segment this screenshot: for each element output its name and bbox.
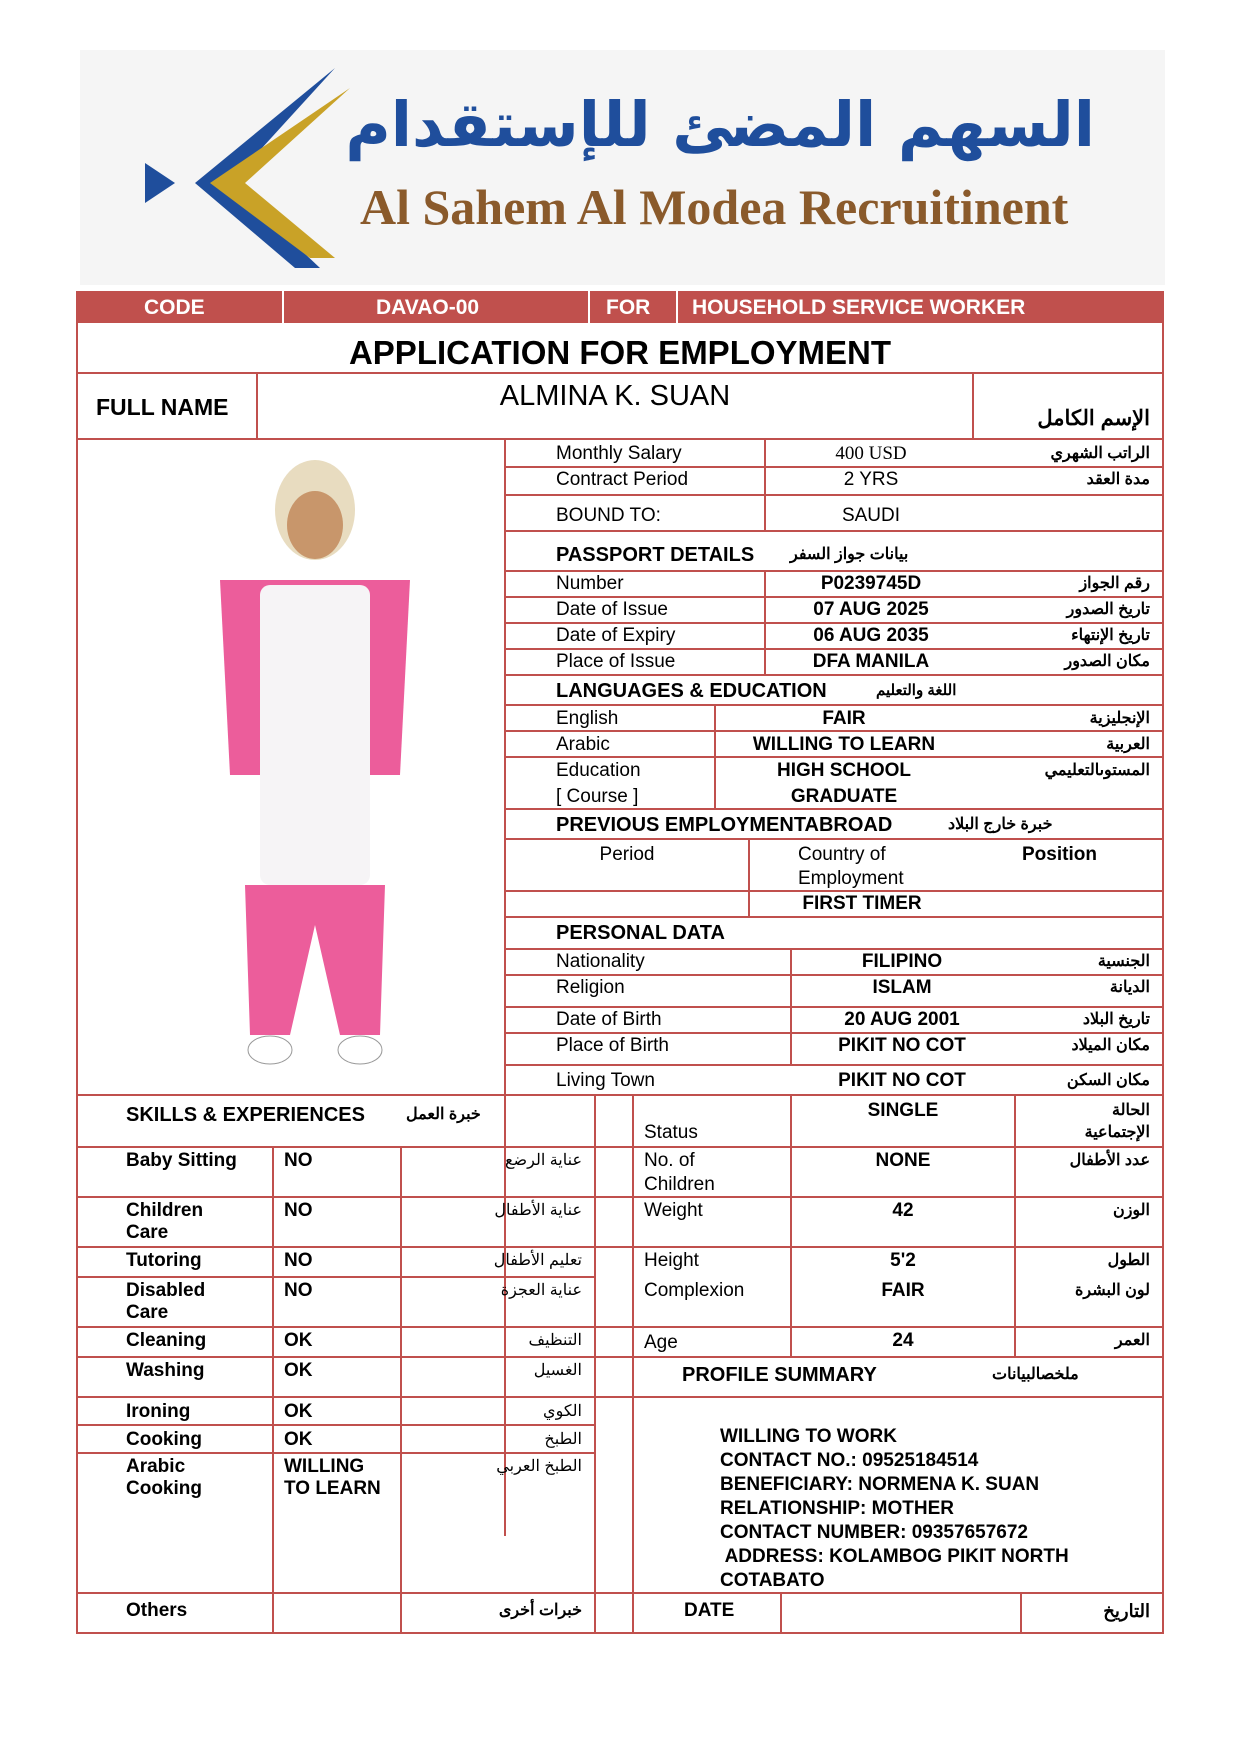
skill-arabic: عناية الرضع [505,1152,582,1169]
height-value: 5'2 [890,1250,916,1271]
skill-arabic: الطبخ [544,1431,582,1448]
skill-value: OK [284,1429,313,1450]
skill-arabic: الكوي [543,1403,582,1420]
skill-label: Washing [126,1360,205,1381]
skill-arabic: عناية الأطفال [494,1202,582,1219]
previous-heading: PREVIOUS EMPLOYMENTABROAD [556,814,893,836]
living-town-arabic: مكان السكن [1066,1072,1150,1089]
skill-label: Children Care [126,1200,204,1243]
issue-date-value: 07 AUG 2025 [813,599,929,620]
status-label: Status [644,1122,698,1143]
education-value-1: HIGH SCHOOL [776,760,912,781]
pob-arabic: مكان الميلاد [1071,1037,1150,1054]
english-label: English [556,708,619,729]
expiry-date-label: Date of Expiry [556,625,676,646]
profile-line: COTABATO [720,1570,825,1591]
issue-place-arabic: مكان الصدور [1064,653,1150,670]
profile-line: BENEFICIARY: NORMENA K. SUAN [720,1474,1040,1495]
english-value: FAIR [822,708,866,729]
weight-label: Weight [644,1200,703,1221]
skill-value: NO [284,1150,313,1171]
height-label: Height [644,1250,699,1271]
skill-label: Disabled Care [126,1280,206,1323]
period-label: Contract Period [556,469,689,490]
profile-line: ADDRESS: KOLAMBOG PIKIT NORTH [720,1546,1069,1567]
period-value: 2 YRS [843,469,899,490]
code-value: DAVAO-00 [376,296,480,319]
education-value-2: GRADUATE [790,786,898,807]
skill-label: Arabic Cooking [126,1456,202,1499]
skill-arabic: الطبخ العربي [496,1458,582,1475]
expiry-date-value: 06 AUG 2035 [813,625,929,646]
others-label: Others [126,1600,188,1621]
issue-place-value: DFA MANILA [812,651,930,672]
issue-date-label: Date of Issue [556,599,668,620]
height-arabic: الطول [1107,1252,1150,1269]
period-arabic: مدة العقد [1086,471,1150,488]
profile-line: RELATIONSHIP: MOTHER [720,1498,954,1519]
religion-arabic: الديانة [1109,979,1150,996]
for-label: FOR [606,296,651,319]
pob-label: Place of Birth [556,1035,669,1056]
dob-arabic: تاريخ البلاد [1082,1011,1150,1028]
religion-value: ISLAM [872,977,932,998]
languages-heading-arabic: اللغة والتعليم [876,682,957,699]
education-arabic: المستوىالتعليمي [1044,762,1150,779]
education-label: Education [556,760,641,781]
salary-arabic: الراتب الشهري [1050,445,1150,462]
living-town-label: Living Town [556,1070,655,1091]
skill-label: Cleaning [126,1330,207,1351]
children-label-2: Children [644,1174,715,1195]
status-arabic-1: الحالة [1112,1102,1150,1119]
skill-value: NO [284,1250,313,1271]
children-label-1: No. of [644,1150,695,1171]
skill-label: Cooking [126,1429,202,1450]
previous-heading-arabic: خبرة خارج البلاد [948,816,1053,833]
status-value: SINGLE [867,1100,939,1121]
skill-value: OK [284,1360,313,1381]
date-label: DATE [684,1600,735,1621]
passport-number-value: P0239745D [820,573,922,594]
page-title: APPLICATION FOR EMPLOYMENT [348,334,892,371]
logo-english-text: Al Sahem Al Modea Recruitinent [360,179,1069,235]
applicant-photo [200,455,430,1095]
date-arabic: التاريخ [1103,1601,1150,1621]
code-label: CODE [144,296,205,319]
issue-date-arabic: تاريخ الصدور [1066,601,1150,618]
skill-value: WILLING TO LEARN [284,1456,381,1499]
pob-value: PIKIT NO COT [838,1035,966,1056]
skill-value: OK [284,1330,313,1351]
status-arabic-2: الإجتماعية [1084,1124,1150,1141]
children-arabic: عدد الأطفال [1069,1152,1150,1169]
age-arabic: العمر [1114,1332,1150,1349]
profile-heading: PROFILE SUMMARY [682,1364,877,1386]
weight-arabic: الوزن [1112,1202,1150,1219]
weight-value: 42 [892,1200,914,1221]
profile-line: CONTACT NUMBER: 09357657672 [720,1522,1028,1543]
dob-label: Date of Birth [556,1009,662,1030]
full-name-arabic: الإسم الكامل [1037,407,1150,430]
country-column-header-1: Country of [798,844,886,865]
personal-data-heading: PERSONAL DATA [556,922,725,944]
passport-number-arabic: رقم الجواز [1079,575,1150,592]
religion-label: Religion [556,977,625,998]
bound-label: BOUND TO: [556,505,661,526]
age-value: 24 [892,1330,914,1351]
skill-arabic: التنظيف [528,1332,582,1349]
arabic-label: Arabic [556,734,610,755]
living-town-value: PIKIT NO COT [838,1070,966,1091]
skills-heading-arabic: خبرة العمل [406,1106,481,1123]
full-name-value: ALMINA K. SUAN [499,380,731,412]
complexion-arabic: لون البشرة [1075,1282,1150,1299]
for-value: HOUSEHOLD SERVICE WORKER [692,296,1026,319]
nationality-label: Nationality [556,951,645,972]
languages-heading: LANGUAGES & EDUCATION [556,680,827,702]
passport-number-label: Number [556,573,624,594]
country-column-header-2: Employment [798,868,904,889]
complexion-label: Complexion [644,1280,745,1301]
profile-line: CONTACT NO.: 09525184514 [720,1450,979,1471]
skill-value: NO [284,1280,313,1301]
logo-arabic-text: السهم المضئ للإستقدام [345,88,1095,161]
chevron-logo-icon [135,68,365,273]
age-label: Age [644,1332,678,1353]
course-label: [ Course ] [556,786,639,807]
skill-arabic: عناية العجزة [500,1282,582,1299]
nationality-arabic: الجنسية [1097,953,1150,970]
children-value: NONE [875,1150,931,1171]
code-bar [76,291,1164,323]
english-arabic: الإنجليزية [1089,710,1150,727]
issue-place-label: Place of Issue [556,651,676,672]
others-arabic: خبرات أخرى [498,1602,582,1619]
skill-arabic: تعليم الأطفال [493,1252,582,1269]
profile-line: WILLING TO WORK [720,1426,897,1447]
skill-label: Tutoring [126,1250,202,1271]
salary-value: 400 USD [835,443,907,464]
position-column-header: Position [1022,844,1097,865]
salary-label: Monthly Salary [556,443,682,464]
dob-value: 20 AUG 2001 [844,1009,960,1030]
period-column-header: Period [599,844,655,865]
skill-arabic: الغسيل [533,1362,582,1379]
passport-heading: PASSPORT DETAILS [556,544,755,566]
skills-heading: SKILLS & EXPERIENCES [126,1104,365,1126]
company-logo-banner [80,50,1165,285]
nationality-value: FILIPINO [861,951,943,972]
arabic-value: WILLING TO LEARN [752,734,936,755]
passport-heading-arabic: بيانات جواز السفر [790,546,909,563]
complexion-value: FAIR [881,1280,925,1301]
skill-value: NO [284,1200,313,1221]
arabic-arabic: العربية [1106,736,1150,753]
full-name-label: FULL NAME [96,394,229,420]
previous-employment-value: FIRST TIMER [802,893,922,914]
skill-label: Ironing [126,1401,191,1422]
skill-value: OK [284,1401,313,1422]
expiry-date-arabic: تاريخ الإنتهاء [1071,627,1150,644]
bound-value: SAUDI [841,505,901,526]
profile-heading-arabic: ملخصالبيانات [992,1366,1079,1383]
skill-label: Baby Sitting [126,1150,237,1171]
